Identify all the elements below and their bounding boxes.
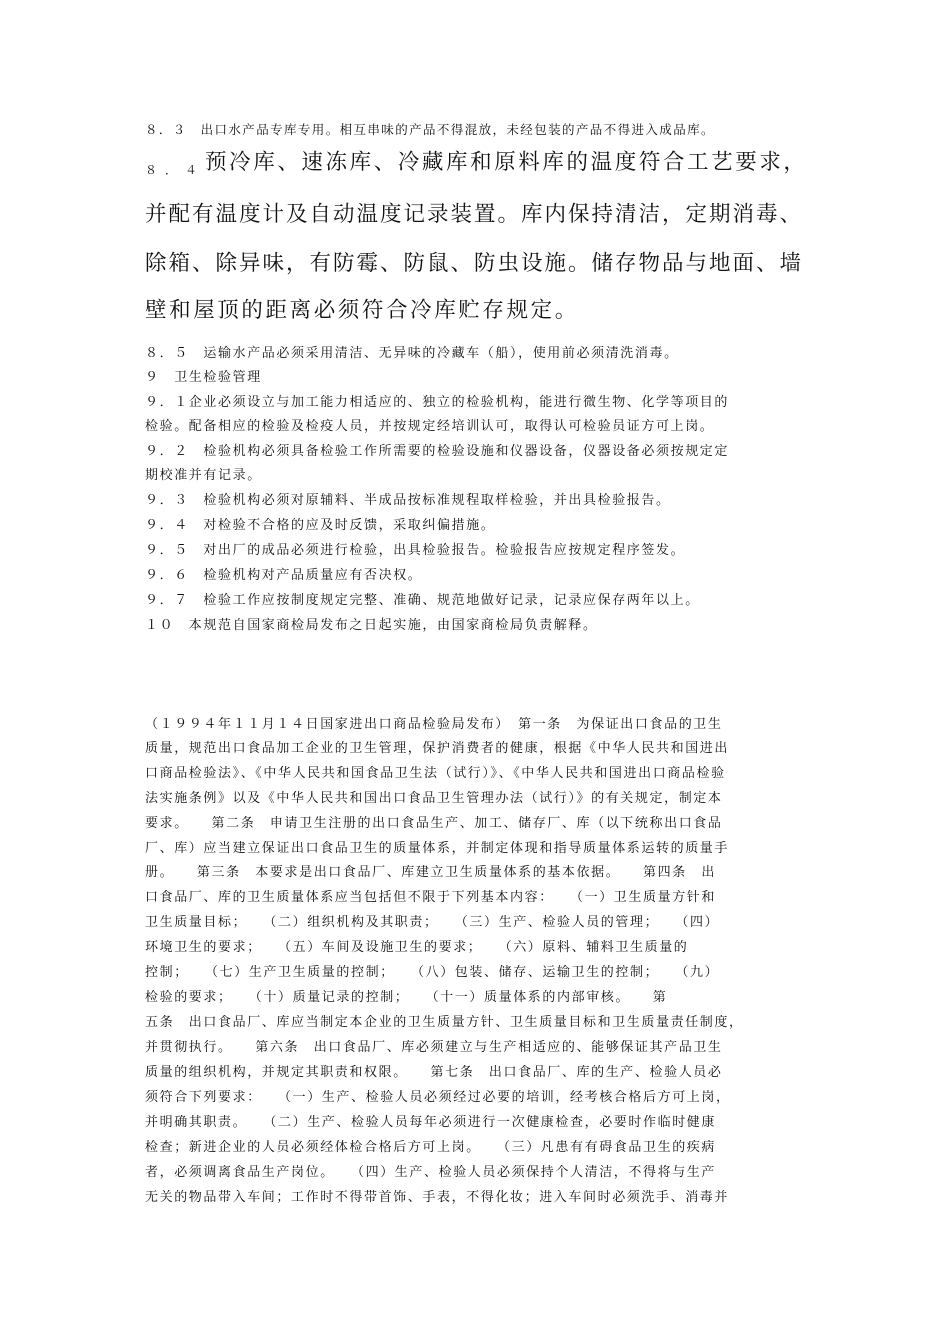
body-line: 法实施条例》以及《中华人民共和国出口食品卫生管理办法（试行）》的有关规定，制定本 (145, 791, 723, 806)
paragraph-8-4-number: ８．４ (145, 163, 206, 177)
paragraph-10: １０ 本规范自国家商检局发布之日起实施，由国家商检局负责解释。 (145, 618, 598, 633)
paragraph-8-4-line-3: 除箱、除异味，有防霉、防鼠、防虫设施。储存物品与地面、墙 (145, 251, 804, 276)
body-line: 者，必须调离食品生产岗位。 （四）生产、检验人员必须保持个人清洁，不得将与生产 (145, 1165, 717, 1180)
paragraph-8-4-line-1: $_{8.4}$预冷库、速冻库、冷藏库和原料库的温度符合工艺要求， (145, 150, 808, 177)
body-line: 口商品检验法》、《中华人民共和国食品卫生法（试行）》、《中华人民共和国进出口商品检验 (145, 766, 726, 781)
body-line: 质量，规范出口食品加工企业的卫生管理，保护消费者的健康，根据《中华人民共和国进出 (145, 741, 730, 756)
body-line: 须符合下列要求： （一）生产、检验人员必须经过必要的培训，经考核合格后方可上岗， (145, 1090, 731, 1105)
body-line: 无关的物品带入车间；工作时不得带首饰、手表，不得化妆；进入车间时必须洗手、消毒并 (145, 1190, 730, 1205)
body-line: 并贯彻执行。 第六条 出口食品厂、库必须建立与生产相适应的、能够保证其产品卫生 (145, 1040, 723, 1055)
paragraph-9-6: ９．６ 检验机构对产品质量应有否决权。 (145, 568, 423, 583)
paragraph-9-1-line-2: 检验。配备相应的检验及检疫人员，并按规定经培训认可，取得认可检验员证方可上岗。 (145, 419, 715, 434)
body-line: 检验的要求； （十）质量记录的控制； （十一）质量体系的内部审核。 第 (145, 990, 668, 1005)
paragraph-9-4: ９．４ 对检验不合格的应及时反馈，采取纠偏措施。 (145, 518, 496, 533)
body-line: 五条 出口食品厂、库应当制定本企业的卫生质量方针、卫生质量目标和卫生质量责任制度， (145, 1015, 744, 1030)
paragraph-9-3: ９．３ 检验机构必须对原辅料、半成品按标准规程取样检验，并出具检验报告。 (145, 493, 671, 508)
paragraph-8-4-line-2: 并配有温度计及自动温度记录装置。库内保持清洁，定期消毒、 (145, 202, 804, 227)
paragraph-9-7: ９．７ 检验工作应按制度规定完整、准确、规范地做好记录，记录应保存两年以上。 (145, 593, 700, 608)
body-line: 要求。 第二条 申请卫生注册的出口食品生产、加工、储存厂、库（以下统称出口食品 (145, 816, 723, 831)
paragraph-8-3: ８．３ 出口水产品专库专用。相互串味的产品不得混放，未经包装的产品不得进入成品库。 (145, 122, 715, 137)
paragraph-9-2-line-2: 期校准并有记录。 (145, 468, 262, 483)
paragraph-9-1-line-1: ９．１企业必须设立与加工能力相适应的、独立的检验机构，能进行微生物、化学等项目的 (145, 395, 730, 410)
body-line: 环境卫生的要求； （五）车间及设施卫生的要求； （六）原料、辅料卫生质量的 (145, 940, 689, 955)
paragraph-8-4-line-4: 壁和屋顶的距离必须符合冷库贮存规定。 (145, 298, 579, 323)
body-line: 口食品厂、库的卫生质量体系应当包括但不限于下列基本内容： （一）卫生质量方针和 (145, 890, 717, 905)
paragraph-9-5: ９．５ 对出厂的成品必须进行检验，出具检验报告。检验报告应按规定程序签发。 (145, 543, 686, 558)
section-9-heading: ９ 卫生检验管理 (145, 370, 262, 385)
body-line: 质量的组织机构，并规定其职责和权限。 第七条 出口食品厂、库的生产、检验人员必 (145, 1065, 723, 1080)
body-line: （１９９４年１１月１４日国家进出口商品检验局发布） 第一条 为保证出口食品的卫生 (145, 717, 723, 732)
body-line: 并明确其职责。 （二）生产、检验人员每年必须进行一次健康检查，必要时作临时健康 (145, 1115, 717, 1130)
paragraph-9-2-line-1: ９．２ 检验机构必须具备检验工作所需要的检验设施和仪器设备，仪器设备必须按规定定 (145, 444, 730, 459)
body-line: 控制； （七）生产卫生质量的控制； （八）包装、储存、运输卫生的控制； （九） (145, 965, 720, 980)
body-line: 卫生质量目标； （二）组织机构及其职责； （三）生产、检验人员的管理； （四） (145, 915, 720, 930)
paragraph-8-5: ８．５ 运输水产品必须采用清洁、无异味的冷藏车（船），使用前必须清洗消毒。 (145, 346, 679, 361)
body-line: 厂、库）应当建立保证出口食品卫生的质量体系，并制定体现和指导质量体系运转的质量手 (145, 841, 730, 856)
body-line: 检查；新进企业的人员必须经体检合格后方可上岗。 （三）凡患有有碍食品卫生的疾病 (145, 1140, 717, 1155)
body-line: 册。 第三条 本要求是出口食品厂、库建立卫生质量体系的基本依据。 第四条 出 (145, 865, 717, 880)
